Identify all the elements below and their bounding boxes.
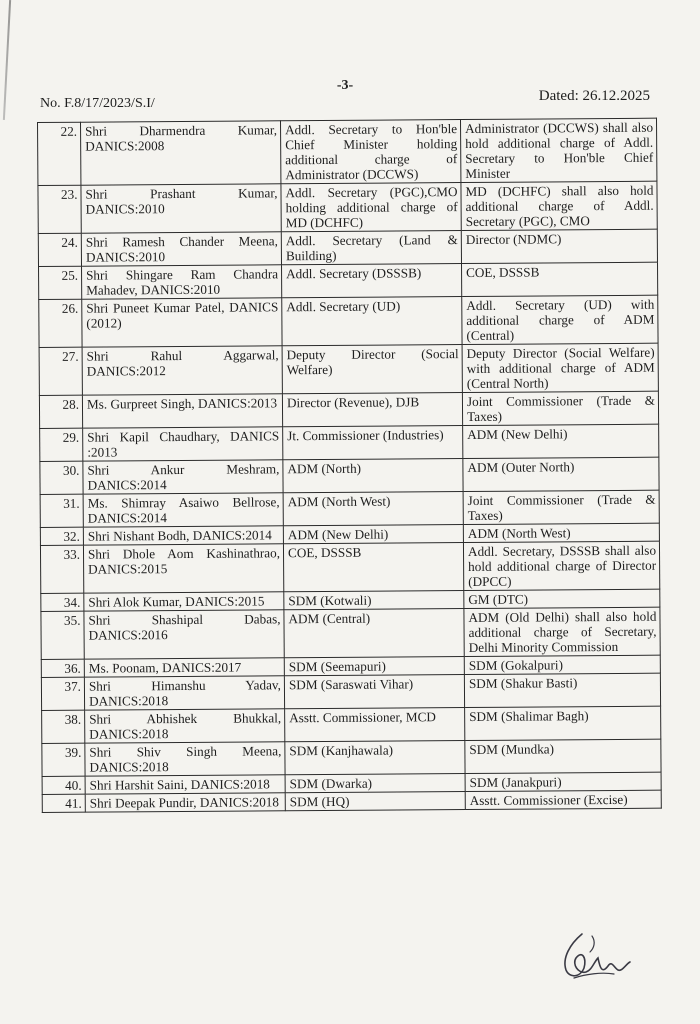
officer-name-cell: Shri Ankur Meshram, DANICS:2014 [83, 460, 283, 494]
reference-number: No. F.8/17/2023/S.I/ [40, 96, 155, 111]
new-posting-cell: Asstt. Commissioner (Excise) [465, 790, 661, 809]
current-posting-cell: Asstt. Commissioner, MCD [285, 708, 465, 742]
table-row [39, 295, 658, 347]
officer-name-cell: Shri Ramesh Chander Meena, DANICS:2010 [81, 232, 281, 266]
serial-number-cell: 32. [40, 527, 83, 545]
table-row [38, 229, 657, 266]
officer-name-cell: Shri Shingare Ram Chandra Mahadev, DANICS:2010 [82, 265, 282, 299]
serial-number-cell: 30. [40, 461, 83, 494]
current-posting-cell: ADM (New Delhi) [283, 525, 463, 544]
officer-name-cell: Shri Alok Kumar, DANICS:2015 [84, 592, 284, 611]
new-posting-cell: ADM (New Delhi) [463, 424, 659, 458]
serial-number-cell: 29. [40, 428, 83, 461]
new-posting-cell: ADM (Old Delhi) shall also hold additional charge of Secretary, Delhi Minority Commission [464, 607, 660, 656]
serial-number-cell: 40. [42, 776, 85, 794]
new-posting-cell: Joint Commissioner (Trade & Taxes) [463, 490, 659, 524]
signature [552, 928, 642, 986]
new-posting-cell: ADM (Outer North) [463, 457, 659, 491]
current-posting-cell: SDM (Kotwali) [284, 591, 464, 610]
officer-name-cell: Shri Himanshu Yadav, DANICS:2018 [84, 676, 284, 710]
current-posting-cell: Addl. Secretary (UD) [282, 297, 462, 346]
table-row [40, 424, 659, 461]
current-posting-cell: ADM (Central) [284, 609, 464, 658]
table-row [39, 343, 658, 395]
serial-number-cell: 41. [42, 794, 85, 812]
new-posting-cell: Deputy Director (Social Welfare) with additional charge of ADM (Central North) [462, 343, 658, 392]
new-posting-cell: Joint Commissioner (Trade & Taxes) [462, 391, 658, 425]
current-posting-cell: SDM (Dwarka) [285, 774, 465, 793]
new-posting-cell: COE, DSSSB [461, 262, 657, 296]
new-posting-cell: SDM (Gokalpuri) [464, 655, 660, 674]
serial-number-cell: 24. [38, 233, 81, 266]
serial-number-cell: 28. [39, 395, 82, 428]
current-posting-cell: ADM (North) [283, 459, 463, 493]
officer-name-cell: Shri Dharmendra Kumar, DANICS:2008 [81, 121, 281, 185]
current-posting-cell: Director (Revenue), DJB [282, 393, 462, 427]
current-posting-cell: Addl. Secretary (DSSSB) [282, 264, 462, 298]
officer-name-cell: Shri Puneet Kumar Patel, DANICS (2012) [82, 298, 282, 347]
serial-number-cell: 22. [38, 122, 81, 185]
current-posting-cell: SDM (Saraswati Vihar) [284, 675, 464, 709]
serial-number-cell: 37. [41, 677, 84, 710]
serial-number-cell: 36. [41, 659, 84, 677]
new-posting-cell: SDM (Shalimar Bagh) [465, 706, 661, 740]
officer-name-cell: Shri Nishant Bodh, DANICS:2014 [83, 526, 283, 545]
new-posting-cell: Administrator (DCCWS) shall also hold additional charge of Addl. Secretary to Hon'ble Chief Minister [460, 118, 656, 182]
serial-number-cell: 35. [41, 611, 84, 659]
new-posting-cell: GM (DTC) [464, 589, 660, 608]
officer-name-cell: Shri Kapil Chaudhary, DANICS :2013 [83, 427, 283, 461]
new-posting-cell: Addl. Secretary, DSSSB shall also hold additional charge of Director (DPCC) [463, 541, 659, 590]
transfer-table-body [38, 118, 662, 812]
page-number: -3- [336, 78, 354, 93]
table-row [40, 490, 659, 527]
new-posting-cell: Addl. Secretary (UD) with additional charge of ADM (Central) [462, 295, 658, 344]
officer-name-cell: Shri Prashant Kumar, DANICS:2010 [81, 184, 281, 233]
current-posting-cell: SDM (Seemapuri) [284, 657, 464, 676]
officer-name-cell: Shri Shashipal Dabas, DANICS:2016 [84, 610, 284, 659]
transfer-table [37, 118, 662, 813]
new-posting-cell: SDM (Janakpuri) [465, 772, 661, 791]
table-row [40, 541, 659, 593]
new-posting-cell: SDM (Mundka) [465, 739, 661, 773]
serial-number-cell: 39. [42, 743, 85, 776]
table-row [42, 790, 661, 812]
table-row [42, 706, 661, 743]
current-posting-cell: SDM (HQ) [285, 792, 465, 811]
officer-name-cell: Shri Deepak Pundir, DANICS:2018 [85, 793, 285, 812]
current-posting-cell: Addl. Secretary (PGC),CMO holding additional charge of MD (DCHFC) [281, 183, 461, 232]
officer-name-cell: Shri Abhishek Bhukkal, DANICS:2018 [85, 709, 285, 743]
officer-name-cell: Ms. Shimray Asaiwo Bellrose, DANICS:2014 [83, 493, 283, 527]
serial-number-cell: 38. [42, 710, 85, 743]
new-posting-cell: MD (DCHFC) shall also hold additional charge of Addl. Secretary (PGC), CMO [461, 181, 657, 230]
serial-number-cell: 25. [39, 266, 82, 299]
serial-number-cell: 31. [40, 494, 83, 527]
officer-name-cell: Shri Harshit Saini, DANICS:2018 [85, 775, 285, 794]
new-posting-cell: ADM (North West) [463, 523, 659, 542]
table-row [40, 457, 659, 494]
current-posting-cell: COE, DSSSB [283, 543, 463, 592]
table-row [39, 262, 658, 299]
officer-name-cell: Shri Dhole Aom Kashinathrao, DANICS:2015 [83, 544, 283, 593]
date-line: Dated: 26.12.2025 [538, 88, 650, 104]
scan-edge-mark [3, 0, 11, 120]
officer-name-cell: Shri Shiv Singh Meena, DANICS:2018 [85, 742, 285, 776]
new-posting-cell: Director (NDMC) [461, 229, 657, 263]
current-posting-cell: ADM (North West) [283, 492, 463, 526]
officer-name-cell: Ms. Gurpreet Singh, DANICS:2013 [82, 394, 282, 428]
serial-number-cell: 33. [40, 545, 83, 593]
table-row [41, 673, 660, 710]
serial-number-cell: 26. [39, 299, 82, 347]
serial-number-cell: 23. [38, 185, 81, 233]
table-row [41, 607, 660, 659]
current-posting-cell: SDM (Kanjhawala) [285, 741, 465, 775]
table-row [38, 118, 657, 185]
officer-name-cell: Ms. Poonam, DANICS:2017 [84, 658, 284, 677]
table-row [39, 391, 658, 428]
current-posting-cell: Deputy Director (Social Welfare) [282, 345, 462, 394]
officer-name-cell: Shri Rahul Aggarwal, DANICS:2012 [82, 346, 282, 395]
current-posting-cell: Addl. Secretary (Land & Building) [281, 231, 461, 265]
serial-number-cell: 27. [39, 347, 82, 395]
table-row [42, 739, 661, 776]
table-row [38, 181, 657, 233]
current-posting-cell: Jt. Commissioner (Industries) [283, 426, 463, 460]
current-posting-cell: Addl. Secretary to Hon'ble Chief Minister holding additional charge of Administrator (DCCWS) [280, 120, 460, 184]
new-posting-cell: SDM (Shakur Basti) [464, 673, 660, 707]
serial-number-cell: 34. [41, 593, 84, 611]
